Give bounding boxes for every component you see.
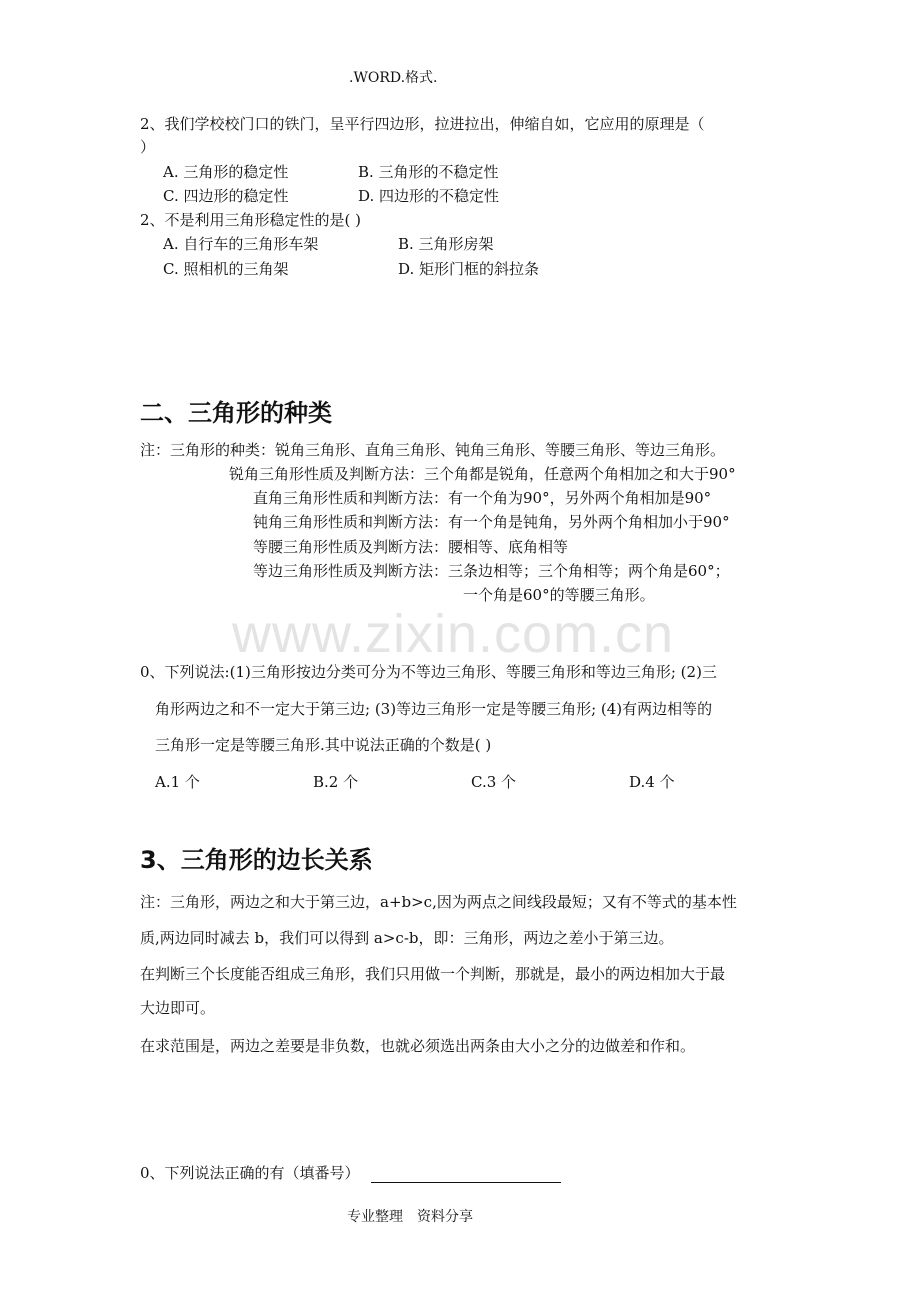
equilateral-triangle-row: 等边三角形性质及判断方法：三条边相等；三个角相等；两个角是60°； bbox=[253, 562, 730, 580]
question-statements-line1: 0、下列说法:(1)三角形按边分类可分为不等边三角形、等腰三角形和等边三角形; (2)三 bbox=[140, 663, 717, 681]
section-title-types: 二、三角形的种类 bbox=[140, 399, 332, 427]
option-d: D.4 个 bbox=[629, 773, 675, 791]
question-statements-line2: 角形两边之和不一定大于第三边; (3)等边三角形一定是等腰三角形; (4)有两边相等的 bbox=[155, 700, 713, 718]
option-b: B. 三角形房架 bbox=[398, 235, 494, 253]
section-types-note: 注：三角形的种类：锐角三角形、直角三角形、钝角三角形、等腰三角形、等边三角形。 bbox=[140, 441, 726, 459]
page-footer: 专业整理 资料分享 bbox=[347, 1209, 473, 1225]
option-a: A.1 个 bbox=[155, 773, 200, 791]
isosceles-triangle-row: 等腰三角形性质及判断方法：腰相等、底角相等 bbox=[253, 538, 569, 556]
section-sides-p1-line1: 注：三角形，两边之和大于第三边，a+b>c,因为两点之间线段最短；又有不等式的基本性 bbox=[140, 893, 737, 911]
option-c: C.3 个 bbox=[471, 773, 517, 791]
option-c: C. 照相机的三角架 bbox=[163, 260, 289, 278]
watermark: www.zixin.com.cn bbox=[232, 604, 675, 664]
option-d: D. 四边形的不稳定性 bbox=[358, 187, 500, 205]
question-door-stem: 2、我们学校校门口的铁门，呈平行四边形，拉进拉出，伸缩自如，它应用的原理是（ bbox=[140, 115, 705, 133]
question-door-stem-cont: ） bbox=[140, 138, 156, 156]
right-triangle-row: 直角三角形性质和判断方法：有一个角为90°，另外两个角相加是90° bbox=[253, 489, 712, 507]
section-sides-p3: 在求范围是，两边之差要是非负数，也就必须选出两条由大小之分的边做差和作和。 bbox=[140, 1037, 696, 1055]
question-fill-stem: 0、下列说法正确的有（填番号） bbox=[140, 1164, 360, 1182]
question-stability-stem: 2、不是利用三角形稳定性的是( ) bbox=[140, 211, 362, 229]
question-statements-line3: 三角形一定是等腰三角形.其中说法正确的个数是( ) bbox=[155, 736, 492, 754]
option-d: D. 矩形门框的斜拉条 bbox=[398, 260, 540, 278]
section-sides-p1-line2: 质,两边同时减去 b，我们可以得到 a>c-b，即：三角形，两边之差小于第三边。 bbox=[140, 929, 674, 947]
option-b: B. 三角形的不稳定性 bbox=[358, 163, 499, 181]
obtuse-triangle-row: 钝角三角形性质和判断方法：有一个角是钝角，另外两个角相加小于90° bbox=[253, 513, 730, 531]
option-b: B.2 个 bbox=[313, 773, 359, 791]
option-c: C. 四边形的稳定性 bbox=[163, 187, 289, 205]
acute-triangle-row: 锐角三角形性质及判断方法：三个角都是锐角，任意两个角相加之和大于90° bbox=[229, 465, 736, 483]
option-a: A. 自行车的三角形车架 bbox=[163, 235, 319, 253]
option-a: A. 三角形的稳定性 bbox=[163, 163, 289, 181]
section-sides-p2-line1: 在判断三个长度能否组成三角形，我们只用做一个判断，那就是，最小的两边相加大于最 bbox=[140, 965, 726, 983]
equilateral-triangle-row-cont: 一个角是60°的等腰三角形。 bbox=[463, 586, 655, 604]
page-header: .WORD.格式. bbox=[349, 70, 438, 86]
answer-blank[interactable] bbox=[371, 1182, 561, 1183]
section-title-sides: 3、三角形的边长关系 bbox=[140, 846, 373, 874]
section-sides-p2-line2: 大边即可。 bbox=[140, 999, 216, 1017]
